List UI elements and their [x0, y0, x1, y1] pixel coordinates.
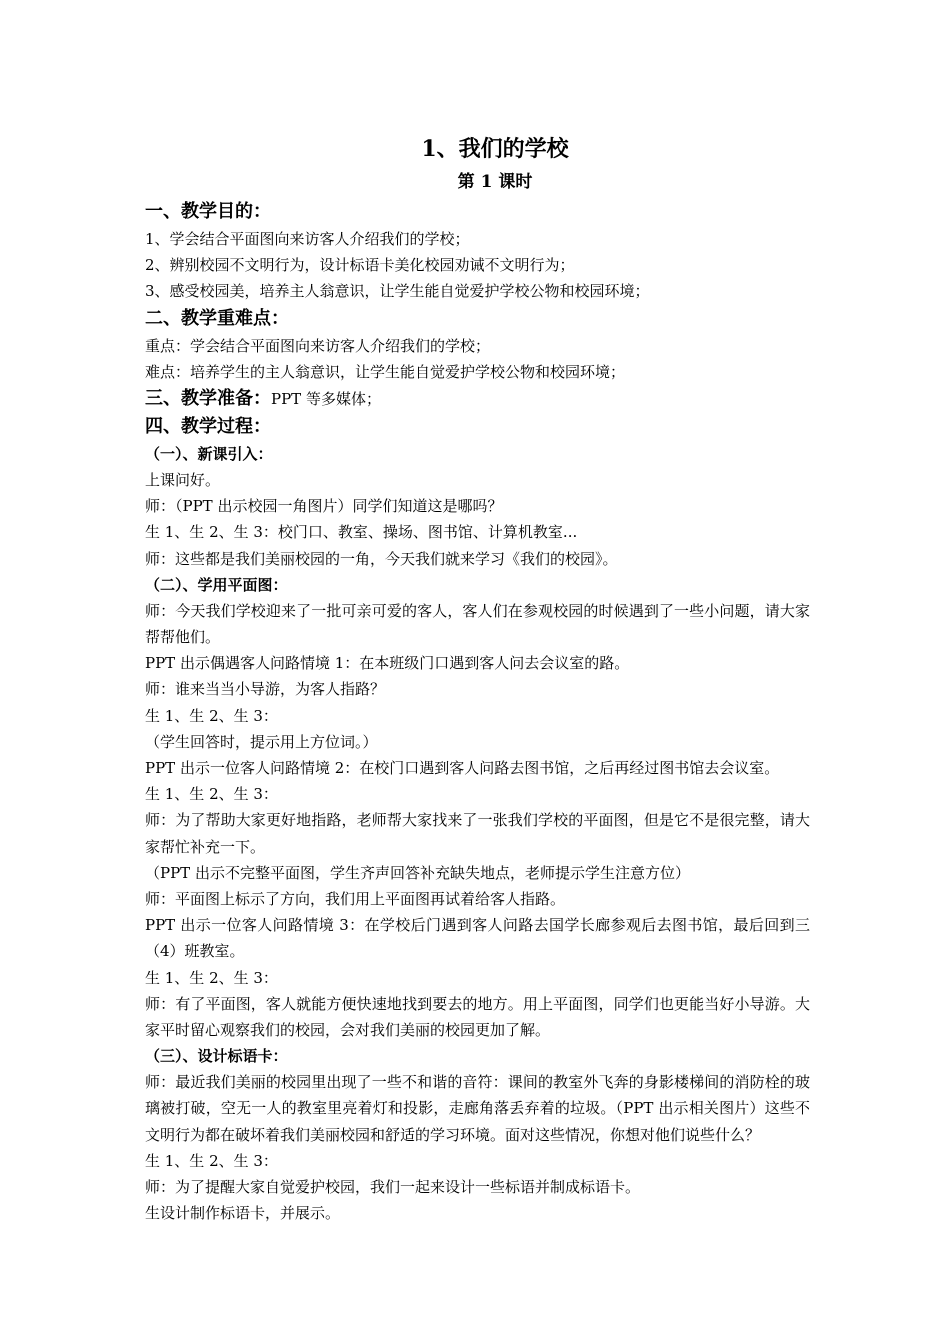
document-page	[145, 132, 810, 1227]
part-heading-intro: （一）、新课引入：	[145, 445, 273, 464]
paragraph: PPT 出示一位客人问路情境 2：在校门口遇到客人问路去图书馆，之后再经过图书馆去会议室。	[145, 759, 780, 778]
paragraph: 生设计制作标语卡，并展示。	[145, 1204, 341, 1223]
part-heading-floor-plan: （二）、学用平面图：	[145, 575, 288, 594]
paragraph: （学生回答时，提示用上方位词。）	[145, 732, 378, 751]
page-title: 1、我们的学校	[421, 136, 569, 162]
objective-item: 2、辨别校园不文明行为，设计标语卡美化校园劝诫不文明行为；	[145, 256, 575, 275]
paragraph: 师：最近我们美丽的校园里出现了一些不和谐的音符：课间的教室外飞奔的身影楼梯间的消防栓的玻璃被打破，空无一人的教室里亮着灯和投影，走廊角落丢弃着的垃圾。（PPT 出示相关图片）这些不文明行为都在破坏着我们美丽校园和舒适的学习环境。面对这些情况，你想对他们说些什么？	[145, 1073, 810, 1144]
paragraph: 师：这些都是我们美丽校园的一角，今天我们就来学习《我们的校园》。	[145, 549, 618, 568]
preparation-text: PPT 等多媒体；	[271, 390, 381, 409]
section-heading-process: 四、教学过程：	[145, 416, 271, 438]
preparation-heading-label: 三、教学准备：	[145, 388, 271, 410]
paragraph: 师：谁来当当小导游，为客人指路？	[145, 680, 386, 699]
paragraph: 师：平面图上标示了方向，我们用上平面图再试着给客人指路。	[145, 890, 566, 909]
paragraph: 上课问好。	[145, 471, 221, 490]
paragraph: 生 1、生 2、生 3：校门口、教室、操场、图书馆、计算机教室...	[145, 523, 578, 542]
difficult-point-item: 难点：培养学生的主人翁意识，让学生能自觉爱护学校公物和校园环境；	[145, 362, 626, 381]
paragraph: 生 1、生 2、生 3：	[145, 785, 278, 804]
paragraph: 师：（PPT 出示校园一角图片）同学们知道这是哪吗？	[145, 497, 503, 516]
lesson-subtitle: 第 1 课时	[457, 172, 533, 192]
key-point-item: 重点：学会结合平面图向来访客人介绍我们的学校；	[145, 336, 491, 355]
paragraph: 生 1、生 2、生 3：	[145, 1151, 278, 1170]
paragraph: 师：今天我们学校迎来了一批可亲可爱的客人，客人们在参观校园的时候遇到了一些小问题，请大家帮帮他们。	[145, 601, 810, 647]
section-heading-preparation	[145, 385, 810, 413]
paragraph: 生 1、生 2、生 3：	[145, 968, 278, 987]
section-heading-objectives: 一、教学目的：	[145, 201, 271, 222]
paragraph: PPT 出示偶遇客人问路情境 1：在本班级门口遇到客人问去会议室的路。	[145, 654, 630, 673]
section-heading-key-points: 二、教学重难点：	[145, 307, 289, 329]
paragraph: （PPT 出示不完整平面图，学生齐声回答补充缺失地点，老师提示学生注意方位）	[145, 863, 690, 882]
part-heading-slogan-card: （三）、设计标语卡：	[145, 1047, 288, 1066]
objective-item: 1、学会结合平面图向来访客人介绍我们的学校；	[145, 230, 470, 248]
objective-item: 3、感受校园美，培养主人翁意识，让学生能自觉爱护学校公物和校园环境；	[145, 282, 650, 301]
paragraph: PPT 出示一位客人问路情境 3：在学校后门遇到客人问路去国学长廊参观后去图书馆，最后回到三（4）班教室。	[145, 916, 810, 961]
paragraph: 师：为了帮助大家更好地指路，老师帮大家找来了一张我们学校的平面图，但是它不是很完整，请大家帮忙补充一下。	[145, 811, 810, 856]
paragraph: 生 1、生 2、生 3：	[145, 706, 278, 725]
paragraph: 师：有了平面图，客人就能方便快速地找到要去的地方。用上平面图，同学们也更能当好小导游。大家平时留心观察我们的校园，会对我们美丽的校园更加了解。	[145, 994, 810, 1040]
paragraph: 师：为了提醒大家自觉爱护校园，我们一起来设计一些标语并制成标语卡。	[145, 1178, 641, 1197]
